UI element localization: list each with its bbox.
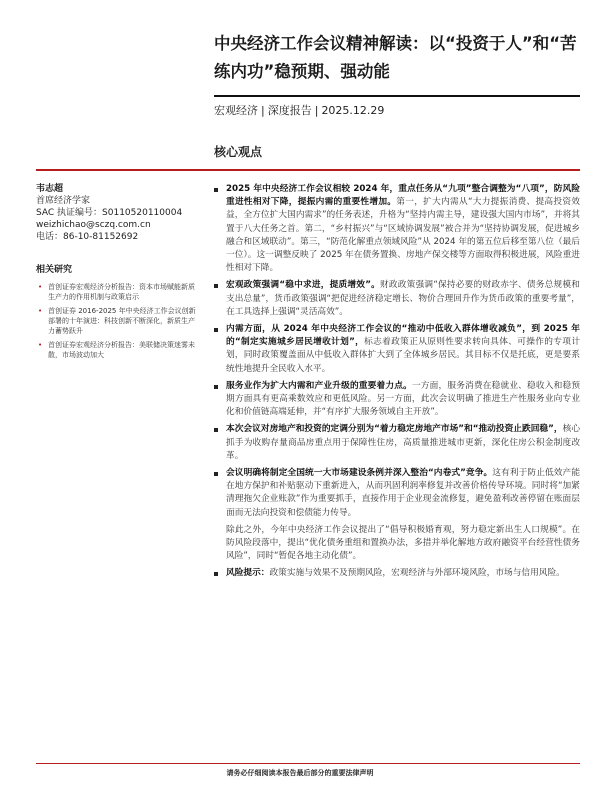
report-date: 2025.12.29 <box>321 104 385 117</box>
key-point <box>216 423 580 463</box>
report-meta <box>214 102 384 118</box>
key-point-body: 除此之外，今年中央经济工作会议提出了“倡导积极婚育观，努力稳定新出生人口规模”。在防风险段落中，提出“优化债务重组和置换办法，多措并举化解地方政府融资平台经营性债务风险”，同时“暂促各地主动化债”。 <box>226 524 580 562</box>
author-sidebar <box>36 183 196 364</box>
related-research-list <box>36 282 196 360</box>
key-point-body: 这有利于防止低效产能在地方保护和补贴驱动下重新进入，从而巩固利润率修复并改善价格传导环境。同时将“加紧清理拖欠企业账款”作为重要抓手，直接作用于企业现金流修复，避免盈利改善停留在账面层面而无法向投资和偿债能力传导。 <box>226 468 581 518</box>
section-divider <box>36 169 580 171</box>
author-name: 韦志超 <box>36 184 64 194</box>
author-phone: 电话：86-10-81152692 <box>36 232 139 242</box>
author-email[interactable]: weizhichao@sczq.com.cn <box>36 220 151 230</box>
footer-disclaimer: 请务必仔细阅读本报告最后部分的重要法律声明 <box>226 769 374 777</box>
report-category: 宏观经济 <box>214 104 258 117</box>
key-point <box>216 183 580 275</box>
logo-placeholder <box>36 30 198 100</box>
section-heading: 核心观点 <box>214 145 263 159</box>
title-divider <box>214 95 580 97</box>
report-title: 中央经济工作会议精神解读：以“投资于人”和“苦练内功”稳预期、强动能 <box>214 34 577 81</box>
key-point <box>216 380 580 420</box>
key-point-lead: 会议明确将制定全国统一大市场建设条例并深入整治“内卷式”竞争。 <box>226 468 493 479</box>
key-point-lead: 风险提示： <box>226 568 270 579</box>
key-point-body: 核心抓手为收购存量商品房重点用于保障性住房，高质量推进城市更新，深化住房公积金制度改革。 <box>226 424 581 461</box>
key-point-lead: 本次会议对房地产和投资的定调分别为“着力稳定房地产市场”和“推动投资止跌回稳”， <box>226 424 563 435</box>
key-point <box>216 279 580 319</box>
key-point-body: 一方面，服务消费在稳就业、稳收入和稳预期方面具有更高乘数效应和更低风险。另一方面，此次会议明确了推进生产性服务业向专业化和价值链高端延伸，并“有序扩大服务领域自主开放”。 <box>226 380 581 418</box>
key-point-lead: 服务业作为扩大内需和产业升级的重要着力点。 <box>226 380 412 391</box>
related-research-title: 相关研究 <box>36 265 73 275</box>
key-point-lead: 内需方面，从 2024 年中央经济工作会议的“推动中低收入群体增收减负”，到 2025 年的“制定实施城乡居民增收计划”， <box>226 324 580 348</box>
author-title: 首席经济学家 <box>36 196 91 206</box>
key-point-body: 政策实施与效果不及预期风险，宏观经济与外部环境风险，市场与信用风险。 <box>269 568 565 579</box>
key-point-lead: 宏观政策强调“稳中求进，提质增效”。 <box>226 280 380 291</box>
footer-divider <box>36 763 580 764</box>
key-point <box>216 323 580 376</box>
key-point-body: 财政政策强调“保持必要的财政赤字、债务总规模和支出总量”，货币政策强调“把促进经济稳定增长、物价合理回升作为货币政策的重要考量”，在工具选择上强调“灵活高效”。 <box>226 280 580 317</box>
key-point <box>216 467 580 520</box>
sac-number: SAC 执证编号：S0110520110004 <box>36 208 183 218</box>
report-type: 深度报告 <box>267 104 312 117</box>
related-item[interactable]: • 首创证券 2016-2025 年中央经济工作会议创新部署的十年演进：科技创新不断深化，新质生产力蓄势跃升 <box>36 306 196 336</box>
key-point-body: 标志着政策正从原则性要求转向具体、可操作的专项计划，同时政策覆盖面从中低收入群体扩大到了全体城乡居民。其目标不仅是托底，更是要系统性地提升全民收入水平。 <box>226 337 581 374</box>
key-point-lead: 2025 年中央经济工作会议相较 2024 年，重点任务从“九项”整合调整为“八项”，防风险重进性相对下降，提振内需的重要性增加。 <box>226 184 580 208</box>
key-point-body: 第一，扩大内需从“大力提振消费、提高投资效益，全方位扩大国内需求”的任务表述，升格为“坚持内需主导，建设强大国内市场”，并将其置于八大任务之首。第二，“乡村振兴”与“区域协调发展”被合并为“坚持协调发展，促进城乡融合和区域联动”。第三，“防范化解重点领域风险”从 2024 年的第五位后移至第八位（最后一位）。这一调整反映了 2025 年在债务置换、房地产保交楼等方面取得积极进展，风险重进性相对下降。 <box>226 197 580 274</box>
meta-separator: | <box>261 104 265 117</box>
meta-separator: | <box>314 104 319 117</box>
key-point <box>216 524 580 564</box>
key-point <box>216 567 580 580</box>
related-item[interactable]: • 首创证券宏观经济分析报告：美联储决策迷雾未散，市场波动加大 <box>36 340 196 360</box>
key-points-list <box>216 183 580 585</box>
related-item[interactable]: • 首创证券宏观经济分析报告：资本市场赋能新质生产力的作用机制与政策启示 <box>36 282 196 302</box>
